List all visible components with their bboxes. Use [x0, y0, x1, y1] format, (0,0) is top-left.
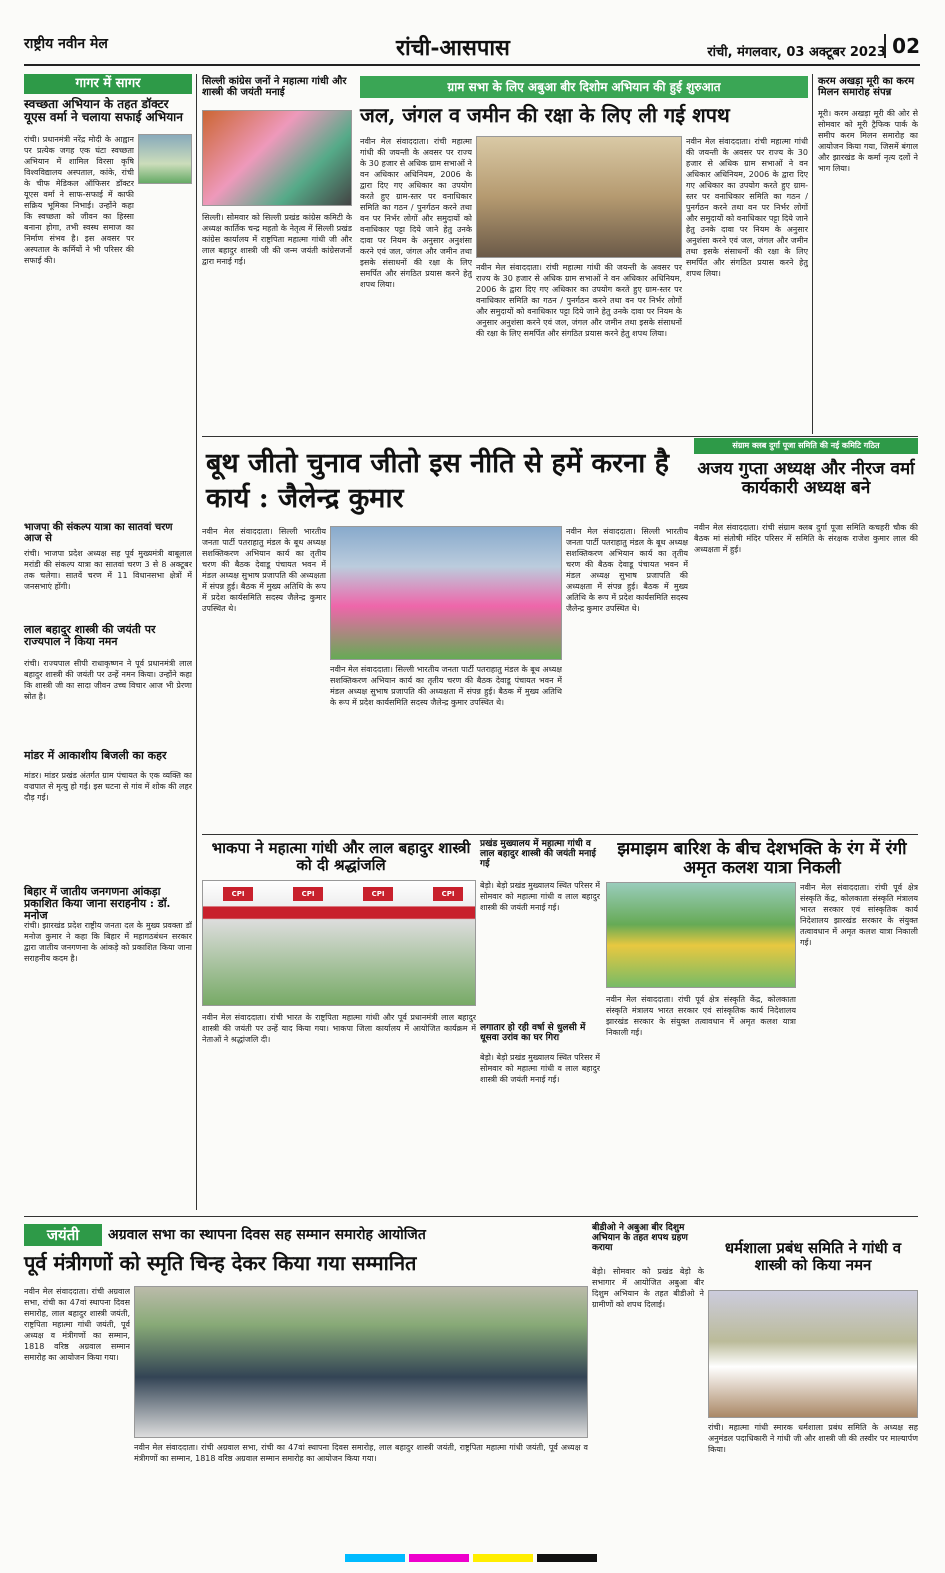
body-gram-sabha-3: नवीन मेल संवाददाता। रांची महात्मा गांधी की जयन्ती के अवसर पर राज्य के 30 हजार से अधिक ग्राम सभाओं ने वन अधिकार अधिनियम, 2006 के द्वारा दिए गए अधिकार का उपयोग करते हुए ग्राम-स्तर पर वनाधिकार समिति का गठन / पुनर्गठन करने तथा वन पर निर्भर लोगों और समुदायों को वनाधिकार पट्टा दिये जाने हेतु उनके दावा पर नियम के अनुसार अनुशंसा करने एवं जल, जंगल और जमीन तथा इसके संसाधनों की रक्षा के लिए समर्पित और संगठित प्रयास करने हेतु शपथ लिया। [686, 137, 808, 278]
headline-amrit: झमाझम बारिश के बीच देशभक्ति के रंग में रंगी अमृत कलश यात्रा निकली [617, 839, 907, 878]
body-booth-3: नवीन मेल संवाददाता। सिल्ली भारतीय जनता पार्टी पतराहातु मंडल के बूथ अध्यक्ष सशक्तिकरण अभियान कार्य का तृतीय चरण की बैठक देवाडू पंचायत भवन में मंडल अध्यक्ष सुभाष प्रजापति की अध्यक्षता में संपन्न हुई। बैठक में मुख्य अतिथि के रूप में प्रदेश कार्यसमिति सदस्य जैलेन्द्र कुमार उपस्थित थे। [566, 527, 688, 613]
masthead [24, 32, 920, 66]
cpi-flag: CPI [223, 887, 253, 901]
photo-bhakpa [202, 880, 476, 1006]
photo-agrawal [134, 1286, 588, 1438]
body-booth-2: नवीन मेल संवाददाता। सिल्ली भारतीय जनता पार्टी पतराहातु मंडल के बूथ अध्यक्ष सशक्तिकरण अभियान कार्य का तृतीय चरण की बैठक देवाडू पंचायत भवन में मंडल अध्यक्ष सुभाष प्रजापति की अध्यक्षता में संपन्न हुई। बैठक में मुख्य अतिथि के रूप में प्रदेश कार्यसमिति सदस्य जैलेन्द्र कुमार उपस्थित थे। [330, 665, 562, 707]
brand-logo: राष्ट्रीय नवीन मेल [24, 36, 108, 52]
body-dharmshala: रांची। महात्मा गांधी स्मारक धर्मशाला प्रबंध समिति के अध्यक्ष सह अनुमंडल पदाधिकारी ने गांधी जी और शास्त्री जी की तस्वीर पर माल्यार्पण किया। [708, 1423, 918, 1454]
kicker-sangram: संग्राम क्लब दुर्गा पूजा समिति की नई कमिटि गठित [694, 438, 918, 454]
headline-mandar: मांडर में आकाशीय बिजली का कहर [24, 749, 167, 762]
row-rule-3 [24, 1216, 918, 1217]
row-rule-2 [202, 834, 918, 835]
headline-dharmshala: धर्मशाला प्रबंध समिति ने गांधी व शास्त्री को किया नमन [724, 1239, 902, 1274]
headline-agrawal: पूर्व मंत्रीगणों को स्मृति चिन्ह देकर किया गया सम्मानित [24, 1251, 417, 1275]
body-ajay: नवीन मेल संवाददाता। रांची संग्राम क्लब दुर्गा पूजा समिति कचहरी चौक की बैठक मां संतोषी मंदिर परिसर में समिति के संरक्षक राजेश कुमार लाल की अध्यक्षता में हुई। [694, 523, 918, 554]
cpi-flag: CPI [433, 887, 463, 901]
headline-bjp-yatra: भाजपा की संकल्प यात्रा का सातवां चरण आज से [24, 522, 173, 544]
headline-bdo: बीडीओ ने अबुआ बीर दिशुम अभियान के तहत शपथ ग्रहण कराया [592, 1223, 688, 1253]
tag-jayanti: जयंती [24, 1224, 102, 1246]
body-governor: रांची। राज्यपाल सीपी राधाकृष्णन ने पूर्व प्रधानमंत्री लाल बहादुर शास्त्री की जयंती पर उन्हें नमन किया। उन्होंने कहा कि शास्त्री जी का सादा जीवन उच्च विचार आज भी प्रेरणा स्रोत है। [24, 659, 192, 701]
headline-booth: बूथ जीतो चुनाव जीतो इस नीति से हमें करना है कार्य : जैलेन्द्र कुमार [206, 448, 669, 514]
swatch-yellow [473, 1554, 533, 1562]
headline-congress: सिल्ली कांग्रेस जनों ने महात्मा गांधी और शास्त्री की जयंती मनाई [202, 76, 347, 98]
column-rule-1 [196, 74, 197, 1210]
headline-bero: प्रखंड मुख्यालय में महात्मा गांधी व लाल बहादुर शास्त्री की जयंती मनाई गई [480, 839, 596, 869]
section-tag-gagar: गागर में सागर [24, 74, 192, 94]
body-bjp-yatra: रांची। भाजपा प्रदेश अध्यक्ष सह पूर्व मुख्यमंत्री बाबूलाल मरांडी की संकल्प यात्रा का सातवां चरण 3 से 8 अक्टूबर तक चलेगा। सातवें चरण में 11 विधानसभा क्षेत्रों में जनसभाएं होंगी। [24, 549, 192, 591]
body-rain-house: बेड़ो। बेड़ो प्रखंड मुख्यालय स्थित परिसर में सोमवार को महात्मा गांधी व लाल बहादुर शास्त्री की जयंती मनाई गई। [480, 1053, 600, 1084]
body-agrawal: नवीन मेल संवाददाता। रांची अग्रवाल सभा, रांची का 47वां स्थापना दिवस समारोह, लाल बहादुर शास्त्री जयंती, राष्ट्रपिता महात्मा गांधी जयंती, पूर्व अध्यक्ष व मंत्रीगणों का सम्मान, 1818 वरिष्ठ अग्रवाल सम्मान समारोह का आयोजन किया गया। [24, 1287, 130, 1362]
headline-ajay: अजय गुप्ता अध्यक्ष और नीरज वर्मा कार्यकारी अध्यक्ष बने [697, 459, 915, 498]
body-bero: बेड़ो। बेड़ो प्रखंड मुख्यालय स्थित परिसर में सोमवार को महात्मा गांधी व लाल बहादुर शास्त्री की जयंती मनाई गई। [480, 881, 600, 912]
column-rule-2 [812, 74, 813, 434]
body-booth: नवीन मेल संवाददाता। सिल्ली भारतीय जनता पार्टी पतराहातु मंडल के बूथ अध्यक्ष सशक्तिकरण अभियान कार्य का तृतीय चरण की बैठक देवाडू पंचायत भवन में मंडल अध्यक्ष सुभाष प्रजापति की अध्यक्षता में संपन्न हुई। बैठक में मुख्य अतिथि के रूप में प्रदेश कार्यसमिति सदस्य जैलेन्द्र कुमार उपस्थित थे। [202, 527, 326, 613]
body-gram-sabha: नवीन मेल संवाददाता। रांची महात्मा गांधी की जयन्ती के अवसर पर राज्य के 30 हजार से अधिक ग्राम सभाओं ने वन अधिकार अधिनियम, 2006 के द्वारा दिए गए अधिकार का उपयोग करते हुए ग्राम-स्तर पर वनाधिकार समिति का गठन / पुनर्गठन करने तथा वन पर निर्भर लोगों और समुदायों को वनाधिकार पट्टा दिये जाने हेतु उनके दावा पर नियम के अनुसार अनुशंसा करने एवं जल, जंगल और जमीन तथा इसके संसाधनों की रक्षा के लिए समर्पित और संगठित प्रयास करने हेतु शपथ लिया। [360, 137, 472, 289]
cpi-flag: CPI [293, 887, 323, 901]
headline-governor: लाल बहादुर शास्त्री की जयंती पर राज्यपाल ने किया नमन [24, 623, 156, 649]
headline-bhakpa: भाकपा ने महात्मा गांधी और लाल बहादुर शास्त्री को दी श्रद्धांजलि [211, 839, 471, 874]
page-number: 02 [884, 34, 920, 58]
banner-gram-sabha: ग्राम सभा के लिए अबुआ बीर दिशोम अभियान की हुई शुरुआत [360, 76, 808, 98]
swatch-magenta [409, 1554, 469, 1562]
body-bdo: बेड़ो। सोमवार को प्रखंड बेड़ो के सभागार में आयोजित अबुआ बीर दिशुम अभियान के तहत बीडीओ ने ग्रामीणों को शपथ दिलाई। [592, 1267, 704, 1309]
body-census: रांची। झारखंड प्रदेश राष्ट्रीय जनता दल के मुख्य प्रवक्ता डॉ मनोज कुमार ने कहा कि बिहार में महागठबंधन सरकार द्वारा जातीय जनगणना के आंकड़े को प्रकाशित किया जाना सराहनीय कदम है। [24, 921, 192, 963]
kicker-agrawal: अग्रवाल सभा का स्थापना दिवस सह सम्मान समारोह आयोजित [108, 1227, 426, 1243]
photo-booth [330, 526, 562, 660]
headline-swachhta: स्वच्छता अभियान के तहत डॉक्टर यूएस वर्मा ने चलाया सफाई अभियान [24, 97, 183, 125]
body-swachhta: रांची। प्रधानमंत्री नरेंद्र मोदी के आह्वान पर प्रत्येक जगह एक घंटा स्वच्छता अभियान में शामिल विरसा कृषि विश्वविद्यालय अस्पताल, कांके, रांची के चीफ मेडिकल ऑफिसर डॉक्टर यूएस वर्मा ने साफ-सफाई में काफी सक्रिय भूमिका निभाई। उन्होंने कहा कि स्वच्छता को जीवन का हिस्सा बनाना होगा, तभी स्वस्थ समाज का निर्माण संभव है। इस अवसर पर अस्पताल के कर्मियों ने भी परिसर की सफाई की। [24, 135, 134, 265]
photo-congress [202, 110, 352, 206]
body-amrit: नवीन मेल संवाददाता। रांची पूर्व क्षेत्र संस्कृति केंद्र, कोलकाता संस्कृति मंत्रालय भारत सरकार एवं सांस्कृतिक कार्य निदेशालय झारखंड सरकार के संयुक्त तत्वावधान में अमृत कलश यात्रा निकाली गई। [606, 995, 796, 1037]
body-gram-sabha-2: नवीन मेल संवाददाता। रांची महात्मा गांधी की जयन्ती के अवसर पर राज्य के 30 हजार से अधिक ग्राम सभाओं ने वन अधिकार अधिनियम, 2006 के द्वारा दिए गए अधिकार का उपयोग करते हुए ग्राम-स्तर पर वनाधिकार समिति का गठन / पुनर्गठन करने तथा वन पर निर्भर लोगों और समुदायों को वनाधिकार पट्टा दिये जाने हेतु उनके दावा पर नियम के अनुसार अनुशंसा करने एवं जल, जंगल और जमीन तथा इसके संसाधनों की रक्षा के लिए समर्पित और संगठित प्रयास करने हेतु शपथ लिया। [476, 263, 682, 338]
headline-jal-jangal: जल, जंगल व जमीन की रक्षा के लिए ली गई शपथ [360, 103, 730, 127]
body-congress: सिल्ली। सोमवार को सिल्ली प्रखंड कांग्रेस कमिटी के अध्यक्ष कार्तिक चन्द्र महतो के नेतृत्व में सिल्ली प्रखंड कांग्रेस कार्यालय में राष्ट्रपिता महात्मा गांधी जी और लाल बहादुर शास्त्री जी की जन्म जयंती कांग्रेसजनों द्वारा मनाई गई। [202, 213, 352, 266]
photo-dharmshala [708, 1290, 918, 1418]
headline-rain-house: लगातार हो रही वर्षा से धुलसी में धूसवा उरांव का घर गिरा [480, 1023, 586, 1043]
body-karam: मूरी। करम अखड़ा मूरी की ओर से सोमवार को मूरी ट्रैफिक पार्क के समीप करम मिलन समारोह का आयोजन किया गया, जिसमें बंगाल और झारखंड के कर्मा नृत्य दलों ने भाग लिया। [818, 109, 918, 173]
row-rule-1 [202, 436, 918, 437]
photo-gram-sabha [476, 136, 682, 258]
cpi-flag: CPI [363, 887, 393, 901]
photo-doctor [138, 134, 192, 184]
section-title: रांची-आसपास [396, 35, 510, 61]
body-bhakpa: नवीन मेल संवाददाता। रांची भारत के राष्ट्रपिता महात्मा गांधी और पूर्व प्रधानमंत्री लाल बहादुर शास्त्री की जयंती पर उन्हें याद किया गया। भाकपा जिला कार्यालय में आयोजित कार्यक्रम में नेताओं ने श्रद्धांजलि दी। [202, 1013, 476, 1044]
swatch-black [537, 1554, 597, 1562]
body-mandar: मांडर। मांडर प्रखंड अंतर्गत ग्राम पंचायत के एक व्यक्ति का वज्रपात से मृत्यु हो गई। इस घटना से गांव में शोक की लहर दौड़ गई। [24, 771, 192, 802]
dateline: रांची, मंगलवार, 03 अक्टूबर 2023 [707, 45, 886, 60]
body-agrawal-2: नवीन मेल संवाददाता। रांची अग्रवाल सभा, रांची का 47वां स्थापना दिवस समारोह, लाल बहादुर शास्त्री जयंती, राष्ट्रपिता महात्मा गांधी जयंती, पूर्व अध्यक्ष व मंत्रीगणों का सम्मान, 1818 वरिष्ठ अग्रवाल सम्मान समारोह का आयोजन किया गया। [134, 1443, 588, 1463]
color-registration-bar [24, 1554, 918, 1564]
headline-karam: करम अखड़ा मूरी का करम मिलन समारोह संपन्न [818, 76, 915, 98]
photo-amrit [606, 882, 796, 988]
body-amrit-2: नवीन मेल संवाददाता। रांची पूर्व क्षेत्र संस्कृति केंद्र, कोलकाता संस्कृति मंत्रालय भारत सरकार एवं सांस्कृतिक कार्य निदेशालय झारखंड सरकार के संयुक्त तत्वावधान में अमृत कलश यात्रा निकाली गई। [800, 883, 918, 947]
swatch-cyan [345, 1554, 405, 1562]
headline-census: बिहार में जातीय जनगणना आंकड़ा प्रकाशित किया जाना सराहनीय : डॉ. मनोज [24, 885, 171, 923]
